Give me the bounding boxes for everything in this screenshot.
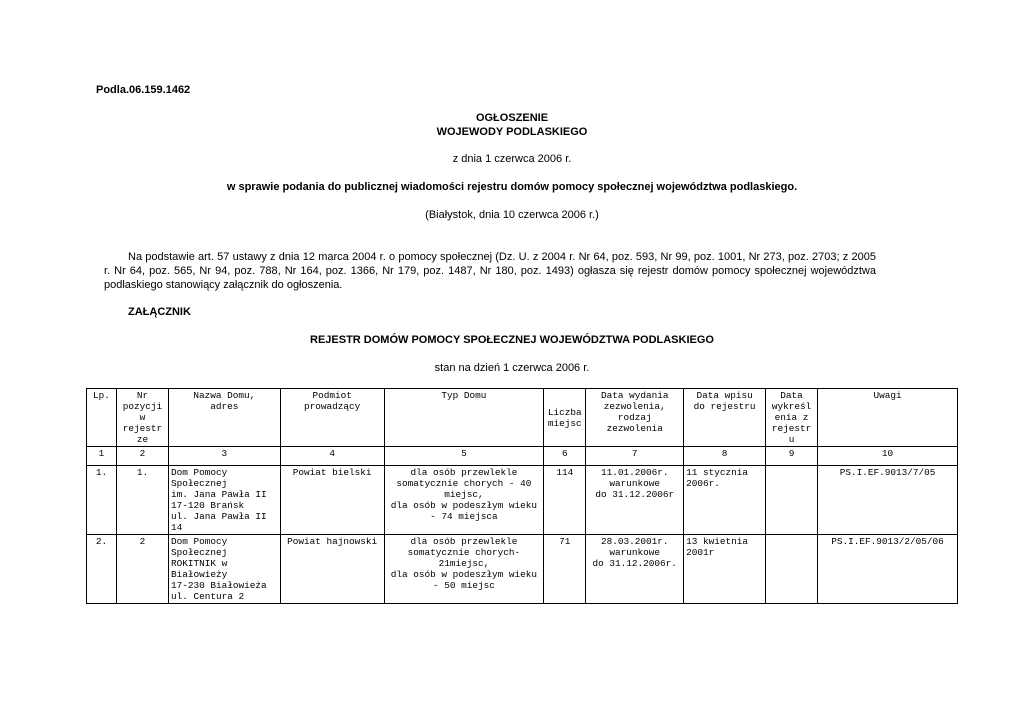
header-nr: Nr pozycji w rejestr ze (116, 389, 168, 447)
cell-places: 71 (544, 535, 586, 604)
cell-name: Dom Pomocy Społecznej im. Jana Pawła II 17-120 Brańsk ul. Jana Pawła II 14 (168, 466, 280, 535)
column-number: 2 (116, 447, 168, 466)
subject-line: w sprawie podania do publicznej wiadomości rejestru domów pomocy społecznej województwa podlaskiego. (226, 181, 798, 193)
header-removal: Data wykreśl enia z rejestr u (766, 389, 818, 447)
cell-removal (766, 466, 818, 535)
cell-type: dla osób przewlekle somatycznie chorych- 21miejsc, dla osób w podeszłym wieku - 50 miejsc (384, 535, 544, 604)
cell-entry: 13 kwietnia 2001r (684, 535, 766, 604)
column-number: 3 (168, 447, 280, 466)
cell-entry: 11 stycznia 2006r. (684, 466, 766, 535)
column-number-row (87, 447, 958, 466)
header-type: Typ Domu (384, 389, 544, 447)
header-lp: Lp. (87, 389, 117, 447)
cell-lp: 2. (87, 535, 117, 604)
cell-permit: 11.01.2006r. warunkowe do 31.12.2006r (586, 466, 684, 535)
column-number: 1 (87, 447, 117, 466)
cell-operator: Powiat bielski (280, 466, 384, 535)
header-notes: Uwagi (818, 389, 958, 447)
cell-nr: 2 (116, 535, 168, 604)
cell-operator: Powiat hajnowski (280, 535, 384, 604)
cell-permit: 28.03.2001r. warunkowe do 31.12.2006r. (586, 535, 684, 604)
column-number: 4 (280, 447, 384, 466)
cell-lp: 1. (87, 466, 117, 535)
header-permit: Data wydania zezwolenia, rodzaj zezwolenia (586, 389, 684, 447)
date-line: z dnia 1 czerwca 2006 r. (452, 153, 572, 165)
cell-places: 114 (544, 466, 586, 535)
place-date-line: (Białystok, dnia 10 czerwca 2006 r.) (425, 209, 599, 221)
column-number: 10 (818, 447, 958, 466)
body-paragraph: Na podstawie art. 57 ustawy z dnia 12 marca 2004 r. o pomocy społecznej (Dz. U. z 2004 r. Nr 64, poz. 593, Nr 99, poz. 1001, Nr 273, poz. 2703; z 2005 r. Nr 64, poz. 565, Nr 94, poz. 788, Nr 164, poz. 1366, Nr 179, poz. 1487, Nr 180, poz. 1493) ogłasza się rejestr domów pomocy społecznej województwa podlaskiego stanowiący załącznik do ogłoszenia. (104, 251, 876, 291)
table-row (87, 535, 958, 604)
column-number: 6 (544, 447, 586, 466)
cell-notes: PS.I.EF.9013/7/05 (818, 466, 958, 535)
heading-line-1: OGŁOSZENIE (475, 112, 549, 124)
header-name: Nazwa Domu, adres (168, 389, 280, 447)
column-number: 9 (766, 447, 818, 466)
column-number: 7 (586, 447, 684, 466)
header-entry: Data wpisu do rejestru (684, 389, 766, 447)
register-table (86, 388, 958, 604)
cell-nr: 1. (116, 466, 168, 535)
cell-removal (766, 535, 818, 604)
heading-line-2: WOJEWODY PODLASKIEGO (436, 126, 588, 138)
cell-type: dla osób przewlekle somatycznie chorych - 40 miejsc, dla osób w podeszłym wieku - 74 miejsca (384, 466, 544, 535)
register-status: stan na dzień 1 czerwca 2006 r. (434, 362, 590, 374)
header-places: Liczba miejsc (544, 389, 586, 447)
attachment-label: ZAŁĄCZNIK (128, 306, 191, 318)
register-title: REJESTR DOMÓW POMOCY SPOŁECZNEJ WOJEWÓDZTWA PODLASKIEGO (310, 334, 714, 346)
table-header-row (87, 389, 958, 447)
header-operator: Podmiot prowadzący (280, 389, 384, 447)
reference-number: Podla.06.159.1462 (96, 84, 191, 96)
cell-name: Dom Pomocy Społecznej ROKITNIK w Białowieży 17-230 Białowieża ul. Centura 2 (168, 535, 280, 604)
column-number: 5 (384, 447, 544, 466)
cell-notes: PS.I.EF.9013/2/05/06 (818, 535, 958, 604)
column-number: 8 (684, 447, 766, 466)
table-row (87, 466, 958, 535)
